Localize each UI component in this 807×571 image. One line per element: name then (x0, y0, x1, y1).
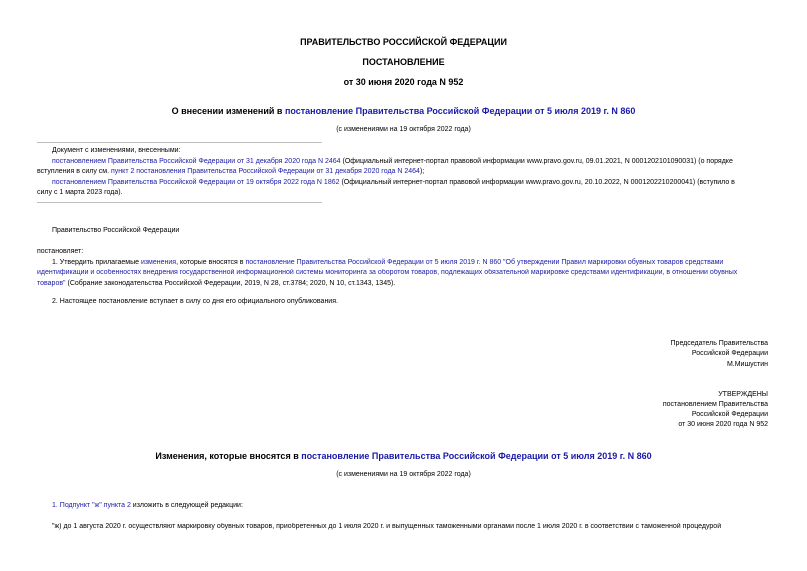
changes-quote: "ж) до 1 августа 2020 г. осуществляют маркировку обувных товаров, приобретенных до 1 июля 2020 г. и выпущенных таможенными органами после 1 июля 2020 г. в соответствии с таможенной процедурой (52, 523, 722, 530)
changes-title-prefix: Изменения, которые вносятся в (155, 451, 302, 461)
amendment-1-cont-suffix: ); (419, 168, 425, 175)
amendment-item-2-continued: силу с 1 марта 2023 года). (37, 189, 123, 196)
p1-line3-text: (Собрание законодательства Российской Федерации, 2019, N 28, ст.3784; 2020, N 10, ст.1343, 1345). (65, 280, 396, 287)
changes-item-1-text: изложить в следующей редакции: (130, 502, 243, 509)
title-link[interactable]: постановление Правительства Российской Федерации от 5 июля 2019 г. N 860 (284, 106, 636, 116)
amendment-1-cont-prefix: вступления в силу см. (37, 168, 112, 175)
changes-title-link[interactable]: постановление Правительства Российской Федерации от 5 июля 2019 г. N 860 (301, 451, 652, 461)
amendment-item-2 (52, 179, 735, 186)
paragraph-2: 2. Настоящее постановление вступает в силу со дня его официального опубликования. (52, 298, 338, 305)
approved-line-2: постановлением Правительства (662, 401, 768, 408)
signature-body: Российской Федерации (691, 350, 768, 357)
signature-position: Председатель Правительства (670, 340, 768, 347)
title-prefix: О внесении изменений в (171, 106, 285, 116)
government-heading: ПРАВИТЕЛЬСТВО РОССИЙСКОЙ ФЕДЕРАЦИИ (300, 37, 507, 47)
document-title (0, 106, 807, 116)
p1-link-decree[interactable]: постановление Правительства Российской Федерации от 5 июля 2019 г. N 860 "Об утверждении Правил маркировки обувных товаров средствами (245, 259, 724, 266)
amendment-2-link[interactable]: постановлением Правительства Российской Федерации от 19 октября 2022 года N 1862 (52, 179, 340, 186)
amendment-item-1 (52, 158, 733, 165)
changes-item-1 (52, 502, 243, 509)
amendments-intro: Документ с изменениями, внесенными: (52, 147, 181, 154)
decrees-word: постановляет: (37, 248, 84, 255)
p1-line3-link[interactable]: товаров" (37, 280, 66, 287)
paragraph-1-line-3 (37, 280, 395, 287)
amendment-item-1-continued (37, 168, 424, 175)
amendment-1-text: (Официальный интернет-портал правовой информации www.pravo.gov.ru, 09.01.2021, N 0001202101090031) (о порядке (340, 158, 733, 165)
approved-line-4: от 30 июня 2020 года N 952 (678, 421, 768, 428)
paragraph-1 (52, 259, 723, 266)
revision-note: (с изменениями на 19 октября 2022 года) (336, 126, 471, 133)
amendments-bottom-divider (37, 202, 322, 203)
changes-item-1-link[interactable]: 1. Подпункт "ж" пункта 2 (52, 502, 131, 509)
document-date-number: от 30 июня 2020 года N 952 (343, 77, 464, 87)
p1-text-a: 1. Утвердить прилагаемые (52, 259, 141, 266)
document-type: ПОСТАНОВЛЕНИЕ (362, 57, 445, 67)
changes-revision-note: (с изменениями на 19 октября 2022 года) (336, 471, 471, 478)
p1-text-b: , которые вносятся в (176, 259, 246, 266)
amendments-top-divider (37, 142, 322, 143)
amendment-1-cont-link[interactable]: пункт 2 постановления Правительства Российской Федерации от 31 декабря 2020 года N 2464 (111, 168, 420, 175)
amendment-1-link[interactable]: постановлением Правительства Российской Федерации от 31 декабря 2020 года N 2464 (52, 158, 341, 165)
changes-title (0, 451, 807, 461)
issuer: Правительство Российской Федерации (52, 227, 180, 234)
approved-heading: УТВЕРЖДЕНЫ (718, 391, 768, 398)
signature-name: М.Мишустин (726, 361, 768, 368)
approved-line-3: Российской Федерации (691, 411, 768, 418)
p1-link-changes[interactable]: изменения (140, 259, 177, 266)
amendment-2-text: (Официальный интернет-портал правовой информации www.pravo.gov.ru, 20.10.2022, N 0001202210200041) (вступило в (339, 179, 735, 186)
paragraph-1-line-2[interactable]: идентификации и особенностях внедрения государственной информационной системы мониторинга за оборотом товаров, подлежащих обязательной маркировке средствами идентификации, в отношении обувных (37, 269, 738, 276)
